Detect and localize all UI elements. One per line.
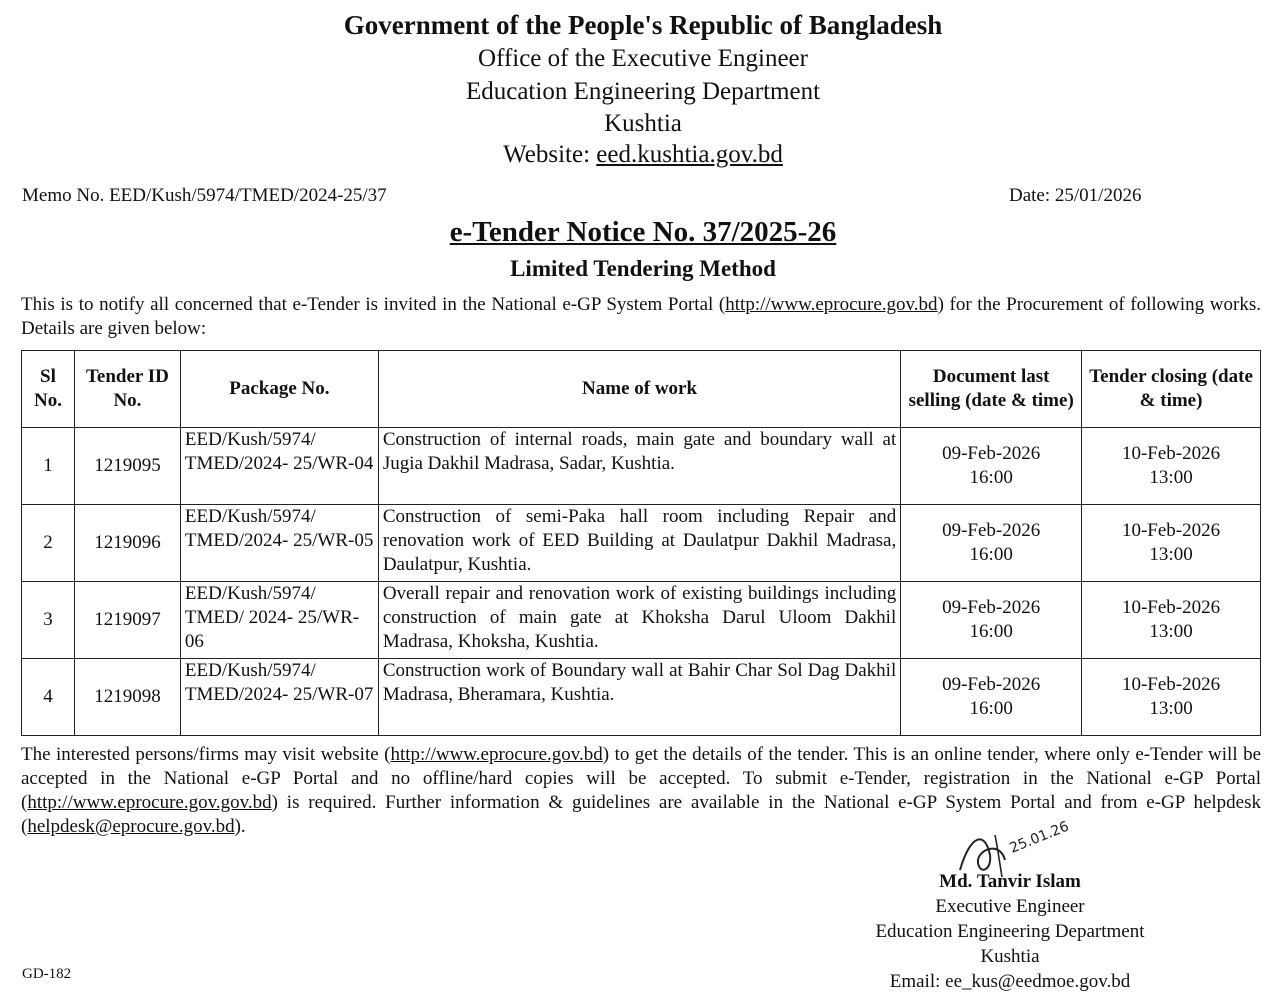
close-time: 13:00 xyxy=(1149,698,1193,719)
close-date: 10-Feb-2026 xyxy=(1121,520,1221,541)
row-work: Overall repair and renovation work of existing buildings including construction of main gate at Khoksha Darul Uloom Dakhil Madrasa, Khoksha, Kushtia. xyxy=(378,582,900,659)
doc-date: 09-Feb-2026 xyxy=(942,674,1041,695)
row-sl: 3 xyxy=(22,582,75,659)
close-time: 13:00 xyxy=(1149,621,1193,642)
row-sl: 1 xyxy=(22,428,75,505)
header-package: Package No. xyxy=(180,351,378,428)
table-row xyxy=(22,582,1261,659)
signatory-district: Kushtia xyxy=(980,946,1040,967)
tender-table xyxy=(21,350,1261,736)
outro-text-4: ). xyxy=(234,816,246,837)
memo-number: Memo No. EED/Kush/5974/TMED/2024-25/37 xyxy=(22,185,387,206)
row-package: EED/Kush/5974/ TMED/2024- 25/WR-04 xyxy=(180,428,378,505)
row-closing xyxy=(1082,659,1261,736)
signatory-designation: Executive Engineer xyxy=(935,896,1085,917)
row-work: Construction work of Boundary wall at Bahir Char Sol Dag Dakhil Madrasa, Bheramara, Kushtia. xyxy=(378,659,900,736)
close-time: 13:00 xyxy=(1149,467,1193,488)
row-package: EED/Kush/5974/ TMED/ 2024- 25/WR-06 xyxy=(180,582,378,659)
doc-time: 16:00 xyxy=(969,467,1013,488)
header-sl: Sl No. xyxy=(22,351,75,428)
website-line xyxy=(0,141,1286,169)
table-row xyxy=(22,428,1261,505)
signatory-name: Md. Tanvir Islam xyxy=(939,871,1081,892)
row-tender-id: 1219098 xyxy=(74,659,180,736)
close-date: 10-Feb-2026 xyxy=(1121,674,1221,695)
svg-text:25.01.26: 25.01.26 xyxy=(1007,818,1072,857)
outro-text-3: ) is required. Further information & guidelines are available in the National e-GP System Portal and from e-GP helpdesk ( xyxy=(21,792,1261,837)
header-work: Name of work xyxy=(378,351,900,428)
row-package: EED/Kush/5974/ TMED/2024- 25/WR-07 xyxy=(180,659,378,736)
website-link[interactable]: eed.kushtia.gov.bd xyxy=(596,141,783,168)
row-package: EED/Kush/5974/ TMED/2024- 25/WR-05 xyxy=(180,505,378,582)
row-tender-id: 1219095 xyxy=(74,428,180,505)
notice-title: e-Tender Notice No. 37/2025-26 xyxy=(449,216,837,248)
doc-time: 16:00 xyxy=(969,544,1013,565)
row-work: Construction of semi-Paka hall room including Repair and renovation work of EED Building at Daulatpur Dakhil Madrasa, Daulatpur, Kushtia. xyxy=(378,505,900,582)
eprocure-link-2[interactable]: http://www.eprocure.gov.bd xyxy=(390,744,603,765)
row-doc-selling xyxy=(901,505,1082,582)
intro-text-1: This is to notify all concerned that e-Tender is invited in the National e-GP System Portal ( xyxy=(21,294,726,315)
footer-code: GD-182 xyxy=(22,966,72,982)
row-tender-id: 1219096 xyxy=(74,505,180,582)
doc-time: 16:00 xyxy=(969,621,1013,642)
helpdesk-email-link[interactable]: helpdesk@eprocure.gov.bd xyxy=(27,816,235,837)
row-sl: 2 xyxy=(22,505,75,582)
header-tender-id: Tender ID No. xyxy=(74,351,180,428)
row-doc-selling xyxy=(901,428,1082,505)
eprocure-link[interactable]: http://www.eprocure.gov.bd xyxy=(725,294,938,315)
government-heading: Government of the People's Republic of Bangladesh xyxy=(343,10,943,40)
header-closing: Tender closing (date & time) xyxy=(1082,351,1261,428)
office-heading: Office of the Executive Engineer xyxy=(478,45,808,72)
doc-time: 16:00 xyxy=(969,698,1013,719)
row-doc-selling xyxy=(901,659,1082,736)
website-label: Website: xyxy=(503,141,597,168)
doc-date: 09-Feb-2026 xyxy=(942,443,1041,464)
row-closing xyxy=(1082,582,1261,659)
table-row xyxy=(22,505,1261,582)
doc-date: 09-Feb-2026 xyxy=(942,520,1041,541)
close-time: 13:00 xyxy=(1149,544,1193,565)
header-doc-selling: Document last selling (date & time) xyxy=(901,351,1082,428)
eprocure-registration-link[interactable]: http://www.eprocure.gov.gov.bd xyxy=(27,792,272,813)
row-closing xyxy=(1082,428,1261,505)
row-tender-id: 1219097 xyxy=(74,582,180,659)
table-row xyxy=(22,659,1261,736)
row-doc-selling xyxy=(901,582,1082,659)
outro-text-2: ) to get the details of the tender. This is an online tender, where only e-Tender will be accepted in the National e-GP Portal and no offline/hard copies will be accepted. To submit e-Tender, registration in the National e-GP Portal ( xyxy=(21,744,1262,813)
row-sl: 4 xyxy=(22,659,75,736)
row-work: Construction of internal roads, main gate and boundary wall at Jugia Dakhil Madrasa, Sadar, Kushtia. xyxy=(378,428,900,505)
tendering-method: Limited Tendering Method xyxy=(510,256,776,281)
table-header-row xyxy=(22,351,1261,428)
signatory-department: Education Engineering Department xyxy=(875,921,1145,942)
district-heading: Kushtia xyxy=(604,110,682,137)
signatory-email: Email: ee_kus@eedmoe.gov.bd xyxy=(889,971,1131,992)
intro-text-2: ) for the Procurement of following works. Details are given below: xyxy=(21,294,1261,339)
row-closing xyxy=(1082,505,1261,582)
outro-text-1: The interested persons/firms may visit website ( xyxy=(21,744,391,765)
notice-date: Date: 25/01/2026 xyxy=(1009,185,1142,206)
doc-date: 09-Feb-2026 xyxy=(942,597,1041,618)
department-heading: Education Engineering Department xyxy=(465,78,821,105)
close-date: 10-Feb-2026 xyxy=(1121,597,1221,618)
signatory-details xyxy=(820,894,1200,994)
intro-paragraph xyxy=(21,293,1261,341)
close-date: 10-Feb-2026 xyxy=(1121,443,1221,464)
